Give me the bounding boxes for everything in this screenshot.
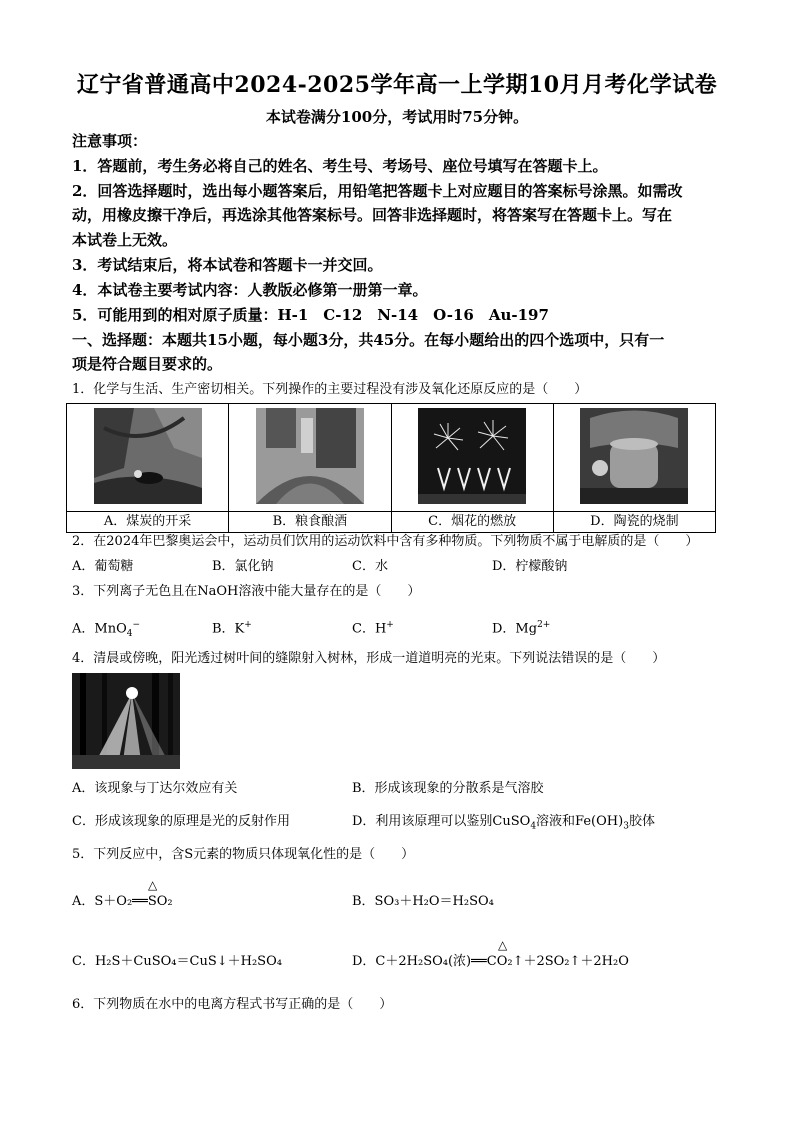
subscript: 4 bbox=[530, 821, 537, 832]
notice-item: 动，用橡皮擦干净后，再选涂其他答案标号。回答非选择题时，将答案写在答题卡上。写在 bbox=[72, 206, 673, 224]
question-5-option-a[interactable]: A．S＋O₂══SO₂ bbox=[72, 894, 173, 909]
fireworks-image bbox=[418, 408, 526, 504]
notice-item: 3．考试结束后，将本试卷和答题卡一并交回。 bbox=[72, 256, 383, 274]
notice-item: 本试卷上无效。 bbox=[72, 231, 178, 249]
question-4-stem: 4．清晨或傍晚，阳光透过树叶间的缝隙射入树林，形成一道道明亮的光束。下列说法错误的是（ ） bbox=[72, 651, 666, 666]
ceramic-firing-image bbox=[580, 408, 688, 504]
question-3-option-b[interactable] bbox=[212, 616, 252, 638]
question-5-option-c[interactable]: C．H₂S＋CuSO₄＝CuS↓＋H₂SO₄ bbox=[72, 954, 282, 969]
option-c-formula: C．H bbox=[352, 621, 387, 637]
option-b-formula: B．K bbox=[212, 621, 245, 637]
notice-item: 4．本试卷主要考试内容：人教版必修第一册第一章。 bbox=[72, 281, 428, 299]
question-3-stem: 3．下列离子无色且在NaOH溶液中能大量存在的是（ ） bbox=[72, 584, 421, 599]
question-1-option-c-label: C．烟花的燃放 bbox=[392, 511, 553, 532]
question-2-stem: 2．在2024年巴黎奥运会中，运动员们饮用的运动饮料中含有多种物质。下列物质不属于电解质的是（ ） bbox=[72, 534, 699, 549]
notice-heading: 注意事项： bbox=[72, 132, 148, 150]
heat-symbol-d: △ bbox=[498, 938, 508, 952]
page-title: 辽宁省普通高中2024-2025学年高一上学期10月月考化学试卷 bbox=[76, 72, 718, 98]
option-d-formula: D．Mg bbox=[492, 621, 538, 637]
option-d-text-1: D．利用该原理可以鉴别CuSO bbox=[352, 814, 531, 829]
question-1-option-a-label: A．煤炭的开采 bbox=[67, 511, 228, 532]
heat-symbol-a: △ bbox=[148, 878, 158, 892]
question-5-stem: 5．下列反应中，含S元素的物质只体现氧化性的是（ ） bbox=[72, 847, 415, 862]
question-1-option-d-label: D．陶瓷的烧制 bbox=[554, 511, 715, 532]
question-5-option-b[interactable]: B．SO₃＋H₂O＝H₂SO₄ bbox=[352, 894, 494, 909]
question-2-option-d[interactable]: D．柠檬酸钠 bbox=[492, 559, 568, 574]
question-4-option-b[interactable]: B．形成该现象的分散系是气溶胶 bbox=[352, 781, 544, 796]
option-d-text-3: 胶体 bbox=[628, 814, 655, 829]
question-1-option-a[interactable] bbox=[67, 404, 229, 533]
option-d-text-2: 溶液和Fe(OH) bbox=[536, 814, 624, 829]
page-subtitle: 本试卷满分100分，考试用时75分钟。 bbox=[265, 108, 529, 126]
question-3-option-d[interactable] bbox=[492, 616, 550, 638]
superscript: + bbox=[244, 620, 252, 630]
question-2-option-c[interactable]: C．水 bbox=[352, 559, 388, 574]
question-1-option-d[interactable] bbox=[553, 404, 715, 533]
question-4-option-c[interactable]: C．形成该现象的原理是光的反射作用 bbox=[72, 814, 290, 829]
superscript: + bbox=[386, 620, 394, 630]
question-1-options-table bbox=[66, 403, 716, 533]
notice-item: 1．答题前，考生务必将自己的姓名、考生号、考场号、座位号填写在答题卡上。 bbox=[72, 157, 608, 175]
superscript: 2+ bbox=[537, 620, 551, 630]
coal-mining-image bbox=[94, 408, 202, 504]
question-4-option-d[interactable] bbox=[352, 813, 655, 836]
section-heading-cont: 项是符合题目要求的。 bbox=[72, 355, 223, 373]
notice-item: 5．可能用到的相对原子质量：H-1 C-12 N-14 O-16 Au-197 bbox=[72, 306, 549, 324]
section-heading: 一、选择题：本题共15小题，每小题3分，共45分。在每小题给出的四个选项中，只有一 bbox=[72, 331, 665, 349]
question-2-option-a[interactable]: A．葡萄糖 bbox=[72, 559, 134, 574]
question-1-option-b-label: B．粮食酿酒 bbox=[229, 511, 390, 532]
question-3-option-c[interactable] bbox=[352, 616, 394, 638]
subscript: 3 bbox=[623, 821, 629, 832]
question-1-option-b[interactable] bbox=[229, 404, 391, 533]
subscript: 4 bbox=[126, 628, 133, 639]
option-a-formula: A．MnO bbox=[72, 621, 127, 637]
question-1-option-c[interactable] bbox=[391, 404, 553, 533]
notice-item: 2．回答选择题时，选出每小题答案后，用铅笔把答题卡上对应题目的答案标号涂黑。如需改 bbox=[72, 182, 683, 200]
question-4-option-a[interactable]: A．该现象与丁达尔效应有关 bbox=[72, 781, 238, 796]
question-5-option-d[interactable]: D．C＋2H₂SO₄(浓)══CO₂↑＋2SO₂↑＋2H₂O bbox=[352, 954, 629, 969]
question-3-option-a[interactable] bbox=[72, 616, 140, 643]
superscript: − bbox=[132, 620, 141, 630]
question-2-option-b[interactable]: B．氯化钠 bbox=[212, 559, 274, 574]
question-1-stem: 1．化学与生活、生产密切相关。下列操作的主要过程没有涉及氧化还原反应的是（ ） bbox=[72, 382, 588, 397]
forest-light-beam-image bbox=[72, 673, 180, 769]
question-6-stem: 6．下列物质在水中的电离方程式书写正确的是（ ） bbox=[72, 997, 393, 1012]
grain-brewing-image bbox=[256, 408, 364, 504]
